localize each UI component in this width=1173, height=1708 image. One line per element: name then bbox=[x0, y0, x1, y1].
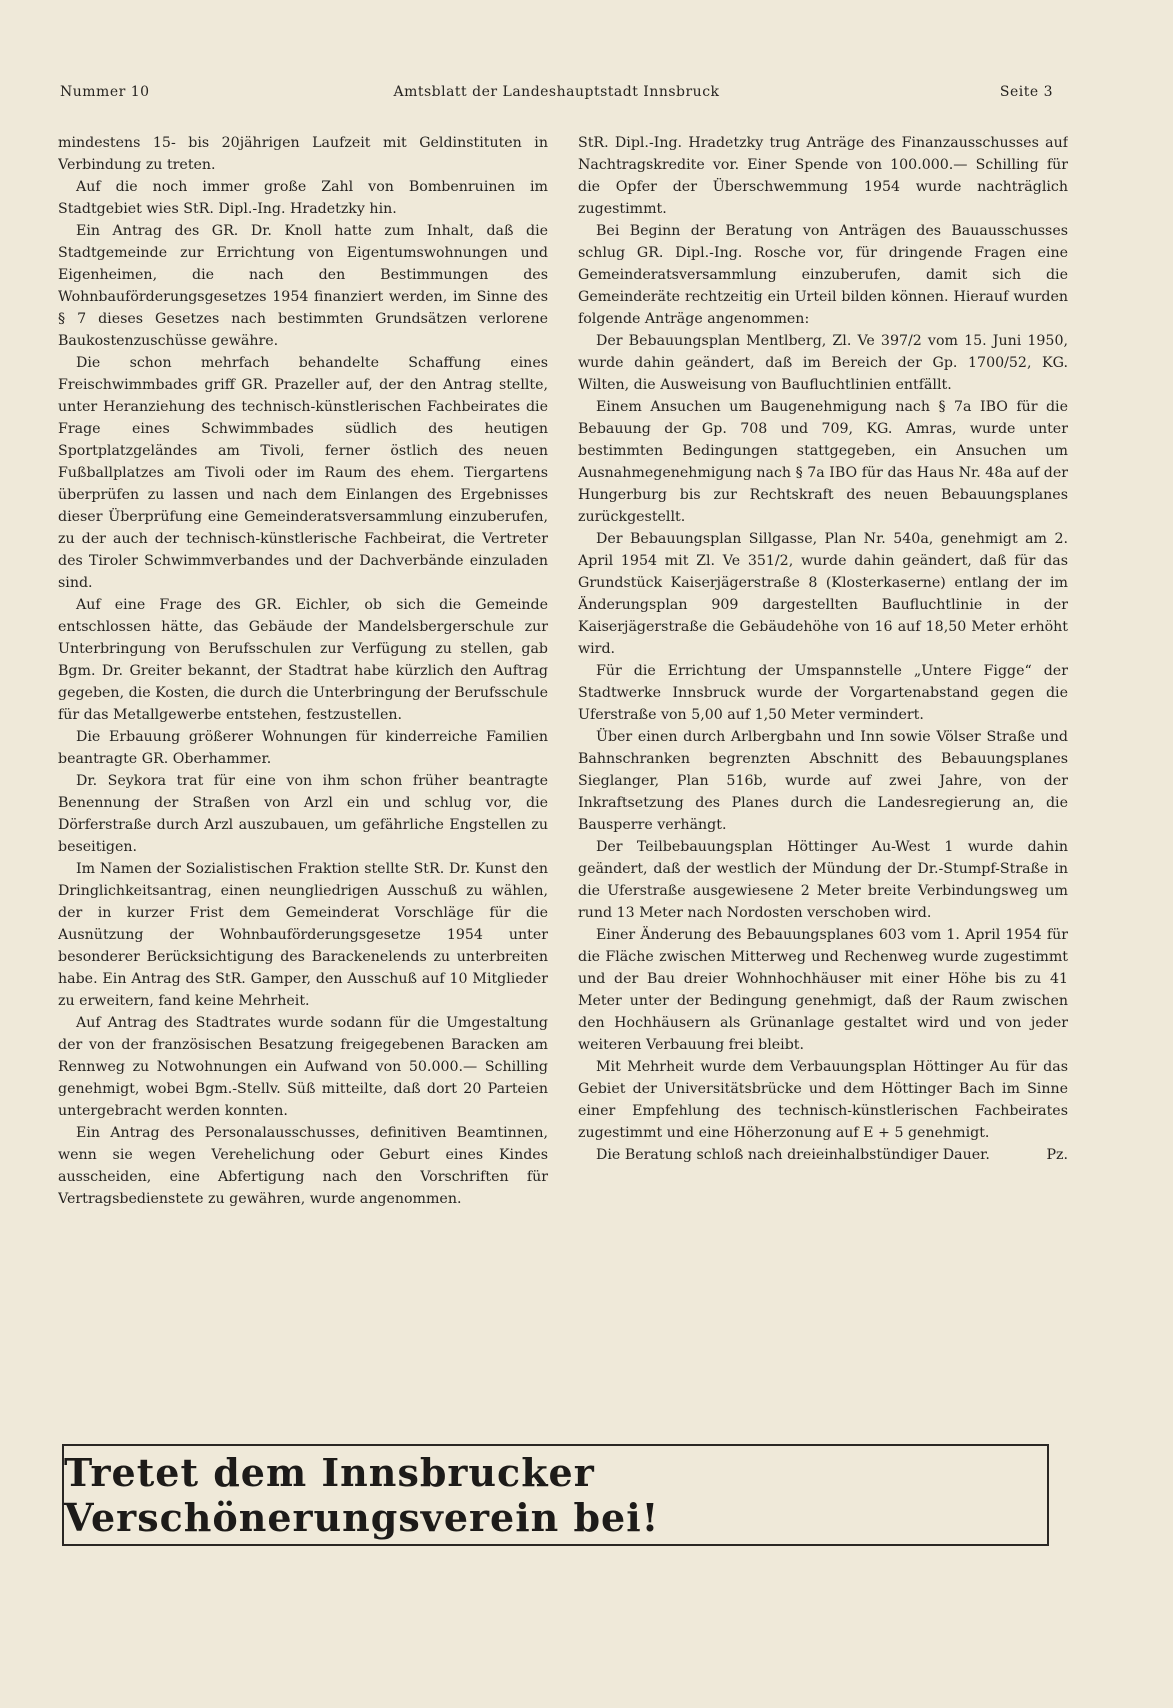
page-number: Seite 3 bbox=[999, 84, 1053, 100]
paragraph: Mit Mehrheit wurde dem Verbauungsplan Höttinger Au für das Gebiet der Universitätsbrücke und dem Höttinger Bach im Sinne einer Empfehlung des technisch-künstlerischen Fachbeirates zugestimmt und eine Höherzonung auf E + 5 genehmigt. bbox=[578, 1059, 1068, 1141]
paragraph: StR. Dipl.-Ing. Hradetzky trug Anträge des Finanzausschusses auf Nachtragskredite vor. Einer Spende von 100.000.— Schilling für die Opfer der Überschwemmung 1954 wurde nachträglich zugestimmt. bbox=[578, 135, 1068, 217]
paragraph: Auf Antrag des Stadtrates wurde sodann für die Umgestaltung der von der französischen Besatzung freigegebenen Baracken am Rennweg zu Notwohnungen ein Aufwand von 50.000.— Schilling genehmigt, wobei Bgm.-Stellv. Süß mitteilte, daß dort 20 Parteien untergebracht werden konnten. bbox=[58, 1015, 548, 1119]
closing-text: Die Beratung schloß nach dreieinhalbstündiger Dauer. bbox=[596, 1147, 990, 1163]
right-column bbox=[578, 132, 1068, 1402]
banner-box bbox=[62, 1444, 1049, 1546]
paragraph: Der Bebauungsplan Mentlberg, Zl. Ve 397/2 vom 15. Juni 1950, wurde dahin geändert, daß im Bereich der Gp. 1700/52, KG. Wilten, die Ausweisung von Baufluchtlinien entfällt. bbox=[578, 333, 1068, 393]
paragraph: Die schon mehrfach behandelte Schaffung eines Freischwimmbades griff GR. Prazeller auf, der den Antrag stellte, unter Heranziehung des technisch-künstlerischen Fachbeirates die Frage eines Schwimmbades südlich des heutigen Sportplatzgeländes am Tivoli, ferner östlich des neuen Fußballplatzes am Tivoli oder im Raum des ehem. Tiergartens überprüfen zu lassen und nach dem Einlangen des Ergebnisses dieser Überprüfung eine Gemeinderatsversammlung einzuberufen, zu der auch der technisch-künstlerische Fachbeirat, die Vertreter des Tiroler Schwimmverbandes und der Dachverbände einzuladen sind. bbox=[58, 355, 548, 591]
paragraph: Bei Beginn der Beratung von Anträgen des Bauausschusses schlug GR. Dipl.-Ing. Rosche vor, für dringende Fragen eine Gemeinderatsversammlung einzuberufen, damit sich die Gemeinderäte rechtzeitig ein Urteil bilden können. Hierauf wurden folgende Anträge angenommen: bbox=[578, 223, 1068, 327]
paragraph: Auf die noch immer große Zahl von Bombenruinen im Stadtgebiet wies StR. Dipl.-Ing. Hradetzky hin. bbox=[58, 179, 548, 217]
author-signature: Pz. bbox=[1046, 1147, 1068, 1163]
paragraph: Über einen durch Arlbergbahn und Inn sowie Völser Straße und Bahnschranken begrenzten Abschnitt des Bebauungsplanes Sieglanger, Plan 516b, wurde auf zwei Jahre, von der Inkraftsetzung des Planes durch die Landesregierung an, die Bausperre verhängt. bbox=[578, 729, 1068, 833]
closing-paragraph bbox=[578, 1144, 1068, 1166]
paragraph: Für die Errichtung der Umspannstelle „Untere Figge“ der Stadtwerke Innsbruck wurde der Vorgartenabstand gegen die Uferstraße von 5,00 auf 1,50 Meter vermindert. bbox=[578, 663, 1068, 723]
paragraph: Der Teilbebauungsplan Höttinger Au-West 1 wurde dahin geändert, daß der westlich der Mündung der Dr.-Stumpf-Straße in die Uferstraße ausgewiesene 2 Meter breite Verbindungsweg um rund 13 Meter nach Nordosten verschoben wird. bbox=[578, 839, 1068, 921]
paragraph: Auf eine Frage des GR. Eichler, ob sich die Gemeinde entschlossen hätte, das Gebäude der Mandelsbergerschule zur Unterbringung von Berufsschulen zur Verfügung zu stellen, gab Bgm. Dr. Greiter bekannt, der Stadtrat habe kürzlich den Auftrag gegeben, die Kosten, die durch die Unterbringung der Berufsschule für das Metallgewerbe entstehen, festzustellen. bbox=[58, 597, 548, 723]
paragraph: Ein Antrag des Personalausschusses, definitiven Beamtinnen, wenn sie wegen Verehelichung oder Geburt eines Kindes ausscheiden, eine Abfertigung nach den Vorschriften für Vertragsbedienstete zu gewähren, wurde angenommen. bbox=[58, 1125, 548, 1207]
issue-number: Nummer 10 bbox=[60, 84, 150, 100]
left-column bbox=[58, 132, 548, 1402]
paragraph: Im Namen der Sozialistischen Fraktion stellte StR. Dr. Kunst den Dringlichkeitsantrag, einen neungliedrigen Ausschuß zu wählen, der in kurzer Frist dem Gemeinderat Vorschläge für die Ausnützung der Wohnbauförderungsgesetze 1954 unter besonderer Berücksichtigung des Barackenelends zu unterbreiten habe. Ein Antrag des StR. Gamper, den Ausschuß auf 10 Mitglieder zu erweitern, fand keine Mehrheit. bbox=[58, 861, 548, 1009]
paragraph: Dr. Seykora trat für eine von ihm schon früher beantragte Benennung der Straßen von Arzl ein und schlug vor, die Dörferstraße durch Arzl auszubauen, um gefährliche Engstellen zu beseitigen. bbox=[58, 773, 548, 855]
paragraph: Einem Ansuchen um Baugenehmigung nach § 7a IBO für die Bebauung der Gp. 708 und 709, KG. Amras, wurde unter bestimmten Bedingungen stattgegeben, ein Ansuchen um Ausnahmegenehmigung nach § 7a IBO für das Haus Nr. 48a auf der Hungerburg bis zur Rechtskraft des neuen Bebauungsplanes zurückgestellt. bbox=[578, 399, 1068, 525]
publication-title: Amtsblatt der Landeshauptstadt Innsbruck bbox=[393, 84, 720, 100]
paragraph: Der Bebauungsplan Sillgasse, Plan Nr. 540a, genehmigt am 2. April 1954 mit Zl. Ve 351/2, wurde dahin geändert, daß für das Grundstück Kaiserjägerstraße 8 (Klosterkaserne) entlang der im Änderungsplan 909 dargestellten Baufluchtlinie in der Kaiserjägerstraße die Gebäudehöhe von 16 auf 18,50 Meter erhöht wird. bbox=[578, 531, 1068, 657]
page-header bbox=[60, 84, 1053, 106]
paragraph: Die Erbauung größerer Wohnungen für kinderreiche Familien beantragte GR. Oberhammer. bbox=[58, 729, 548, 767]
paragraph: Ein Antrag des GR. Dr. Knoll hatte zum Inhalt, daß die Stadtgemeinde zur Errichtung von Eigentumswohnungen und Eigenheimen, die nach den Bestimmungen des Wohnbauförderungsgesetzes 1954 finanziert werden, im Sinne des § 7 dieses Gesetzes nach bestimmten Grundsätzen verlorene Baukostenzuschüsse gewähre. bbox=[58, 223, 548, 349]
paragraph: mindestens 15- bis 20jährigen Laufzeit mit Geldinstituten in Verbindung zu treten. bbox=[58, 135, 548, 173]
paragraph: Einer Änderung des Bebauungsplanes 603 vom 1. April 1954 für die Fläche zwischen Mitterweg und Rechenweg wurde zugestimmt und der Bau dreier Wohnhochhäuser mit einer Höhe bis zu 41 Meter unter der Bedingung genehmigt, daß der Raum zwischen den Hochhäusern als Grünanlage gestaltet wird und von jeder weiteren Verbauung frei bleibt. bbox=[578, 927, 1068, 1053]
banner-slogan: Tretet dem Innsbrucker Verschönerungsverein bei! bbox=[64, 1450, 660, 1540]
